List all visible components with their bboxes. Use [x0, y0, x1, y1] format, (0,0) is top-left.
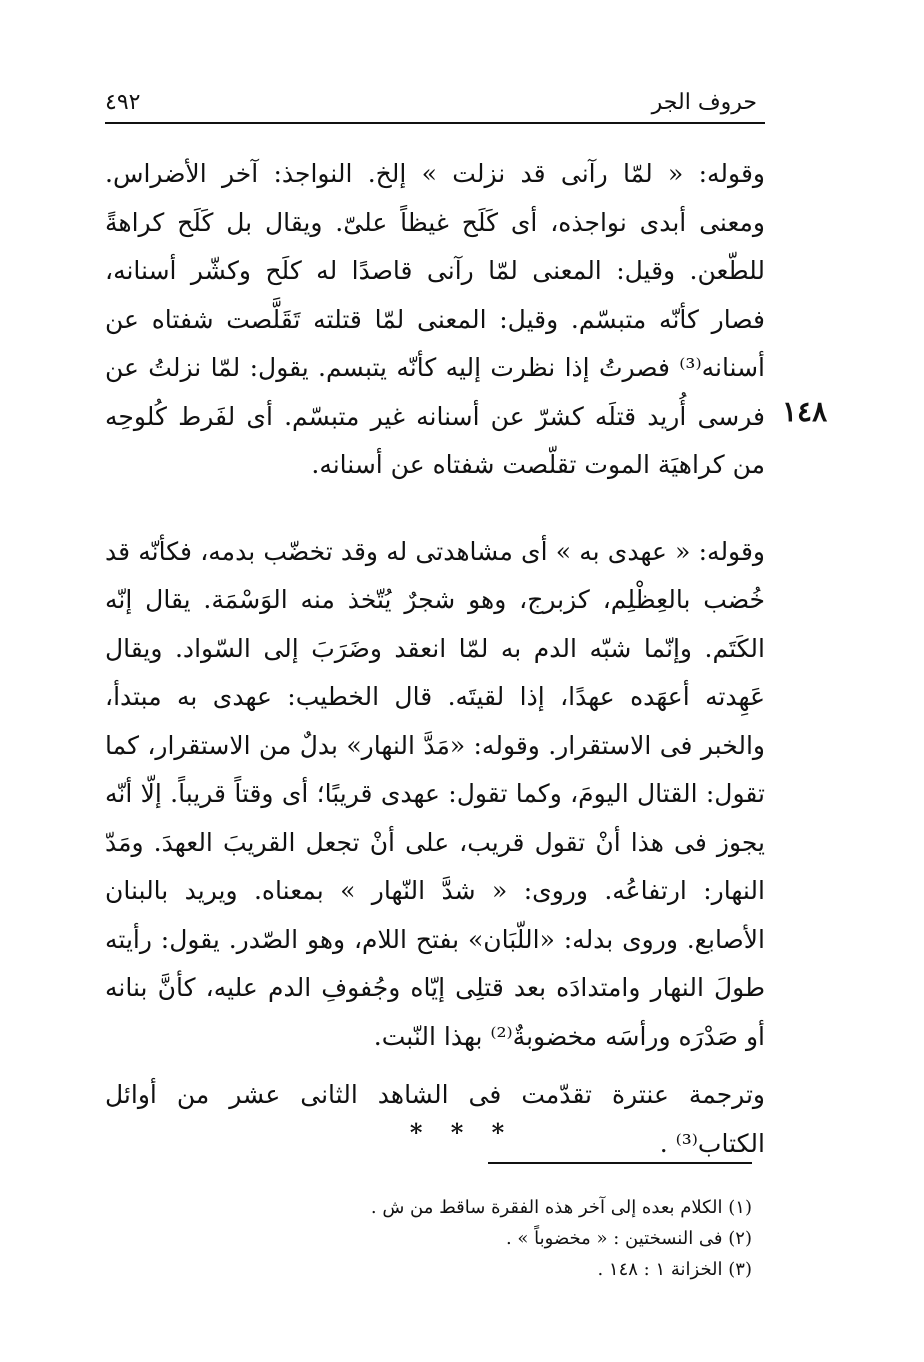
footnotes: [300, 1192, 752, 1285]
margin-reference-number: ١٤٨: [782, 395, 828, 428]
footnote: (٣) الخزانة ١ : ١٤٨ .: [597, 1259, 752, 1280]
page-number: ٤٩٢: [105, 90, 141, 115]
chapter-title: حروف الجر: [651, 90, 757, 115]
footnote: (٢) فى النسختين : « مخضوباً » .: [505, 1228, 752, 1249]
section-separator: * * *: [409, 1118, 515, 1147]
paragraph: وقوله: « عهدى به » أى مشاهدتى له وقد تخضّب بدمه، فكأنّه قد خُضب بالعِظْلِم، كزبرج، وهو شجرٌ يُتّخذ منه الوَسْمَة. يقال إنّه الكَتَم. وإنّما شبّه الدم به لمّا انعقد وضَرَبَ إلى السّواد. ويقال عَهِدته أعهَده عهدًا، إذا لقيتَه. قال الخطيب: عهدى به مبتدأ، والخبر فى الاستقرار. وقوله: «مَدَّ النهار» بدلٌ من الاستقرار، كما تقول: القتال اليومَ، وكما تقول: عهدى قريبًا؛ أى وقتاً قريباً. إلّا أنّه يجوز فى هذا أنْ تقول قريب، على أنْ تجعل القريبَ العهدَ. ومَدّ النهار: ارتفاعُه. وروى: « شدَّ النّهار » بمعناه. ويريد بالبنان الأصابع. وروى بدله: «اللّبَان» بفتح اللام، وهو الصّدر. يقول: رأيته طولَ النهار وامتدادَه بعد قتلِى إيّاه وجُفوفِ الدم عليه، كأنَّ بنانه أو صَدْرَه ورأسَه مخضوبةٌ⁽²⁾ بهذا النّبت.: [105, 536, 765, 1051]
paragraph: وترجمة عنترة تقدّمت فى الشاهد الثانى عشر من أوائل الكتاب⁽³⁾ .: [105, 1080, 765, 1158]
paragraph: وقوله: « لمّا رآنى قد نزلت » إلخ. النواجذ: آخر الأضراس. ومعنى أبدى نواجذه، أى كَلَح غيظاً علىّ. ويقال بل كَلَح كراهةً للطّعن. وقيل: المعنى لمّا رآنى قاصدًا له كلَح وكشّر أسنانه، فصار كأنّه متبسّم. وقيل: المعنى لمّا قتلته تَقَلَّصت شفتاه عن أسنانه⁽³⁾ فصرتُ إذا نظرت إليه كأنّه يتبسم. يقول: لمّا نزلتُ عن فرسى أُريد قتلَه كشرّ عن أسنانه غير متبسّم. أى لفَرط كُلوحِه من كراهيَة الموت تقلّصت شفتاه عن أسنانه.: [105, 159, 765, 479]
footnote: (١) الكلام بعده إلى آخر هذه الفقرة ساقط من ش .: [370, 1197, 752, 1218]
footnote-divider: [488, 1162, 752, 1164]
page-header: [105, 88, 765, 124]
main-text: [105, 150, 765, 1168]
